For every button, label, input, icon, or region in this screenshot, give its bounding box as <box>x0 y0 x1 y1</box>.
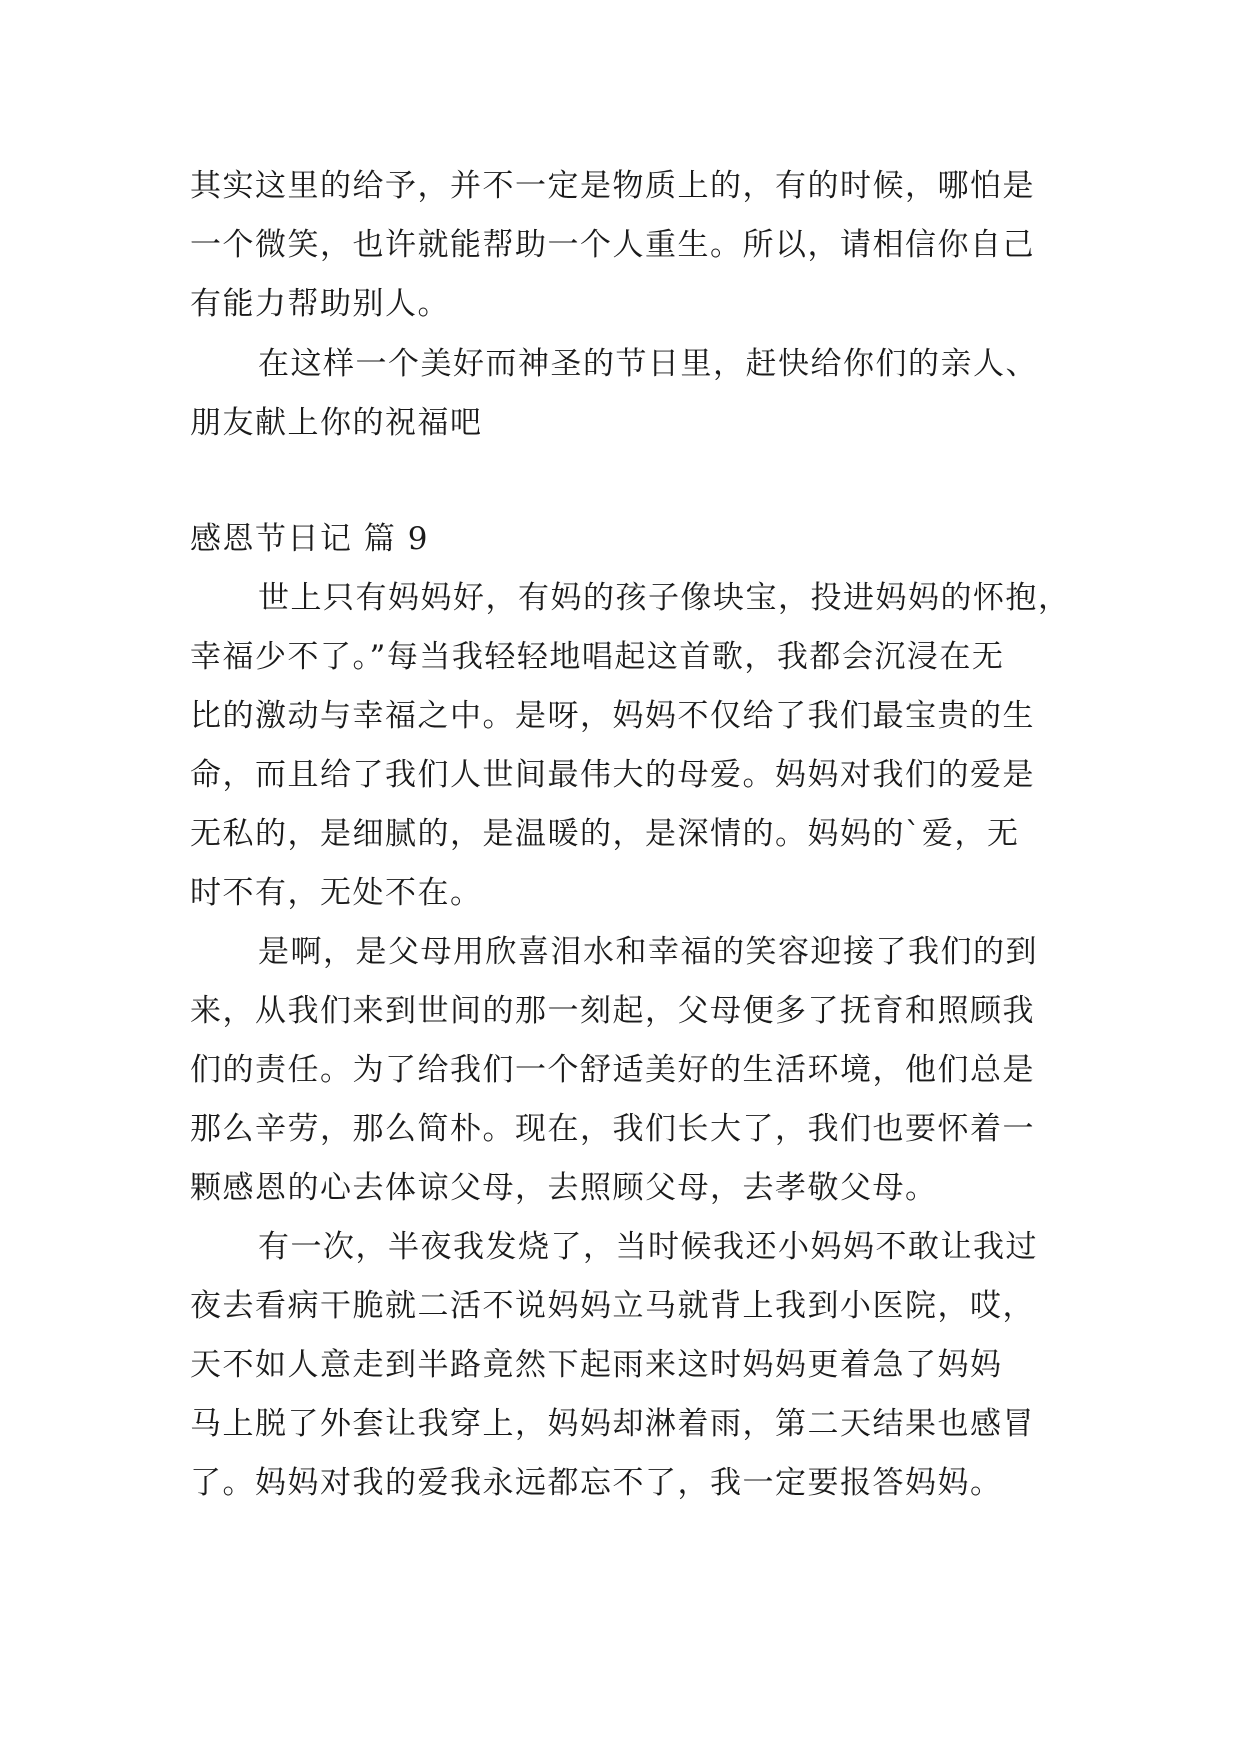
paragraph-3-line-5: 了。妈妈对我的爱我永远都忘不了，我一定要报答妈妈。 <box>190 1465 1003 1501</box>
paragraph-1-line-2: 幸福少不了。”每当我轻轻地唱起这首歌，我都会沉浸在无 <box>190 639 1005 675</box>
intro-line-1: 其实这里的给予，并不一定是物质上的，有的时候，哪怕是 <box>190 168 1035 204</box>
paragraph-3-line-4: 马上脱了外套让我穿上，妈妈却淋着雨，第二天结果也感冒 <box>190 1406 1035 1442</box>
closing-line-2: 朋友献上你的祝福吧 <box>190 405 483 441</box>
paragraph-2-line-3: 们的责任。为了给我们一个舒适美好的生活环境，他们总是 <box>190 1052 1035 1088</box>
paragraph-3-line-3: 天不如人意走到半路竟然下起雨来这时妈妈更着急了妈妈 <box>190 1347 1003 1383</box>
intro-line-2: 一个微笑，也许就能帮助一个人重生。所以，请相信你自己 <box>190 227 1035 263</box>
paragraph-2-line-1: 是啊，是父母用欣喜泪水和幸福的笑容迎接了我们的到 <box>258 934 1038 970</box>
paragraph-2-line-4: 那么辛劳，那么简朴。现在，我们长大了，我们也要怀着一 <box>190 1111 1035 1147</box>
closing-line-1: 在这样一个美好而神圣的节日里，赶快给你们的亲人、 <box>258 346 1038 382</box>
paragraph-2-line-5: 颗感恩的心去体谅父母，去照顾父母，去孝敬父母。 <box>190 1170 938 1206</box>
paragraph-3-line-1: 有一次，半夜我发烧了，当时候我还小妈妈不敢让我过 <box>258 1229 1038 1265</box>
paragraph-1-line-5: 无私的，是细腻的，是温暖的，是深情的。妈妈的`爱，无 <box>190 816 1020 852</box>
paragraph-1-line-3: 比的激动与幸福之中。是呀，妈妈不仅给了我们最宝贵的生 <box>190 698 1035 734</box>
section-heading: 感恩节日记 篇 9 <box>190 521 429 557</box>
paragraph-2-line-2: 来，从我们来到世间的那一刻起，父母便多了抚育和照顾我 <box>190 993 1035 1029</box>
paragraph-3-line-2: 夜去看病干脆就二活不说妈妈立马就背上我到小医院，哎， <box>190 1288 1035 1324</box>
paragraph-1-line-4: 命，而且给了我们人世间最伟大的母爱。妈妈对我们的爱是 <box>190 757 1035 793</box>
intro-line-3: 有能力帮助别人。 <box>190 286 450 322</box>
paragraph-1-line-1: 世上只有妈妈好，有妈的孩子像块宝，投进妈妈的怀抱， <box>258 580 1071 616</box>
paragraph-1-line-6: 时不有，无处不在。 <box>190 875 483 911</box>
